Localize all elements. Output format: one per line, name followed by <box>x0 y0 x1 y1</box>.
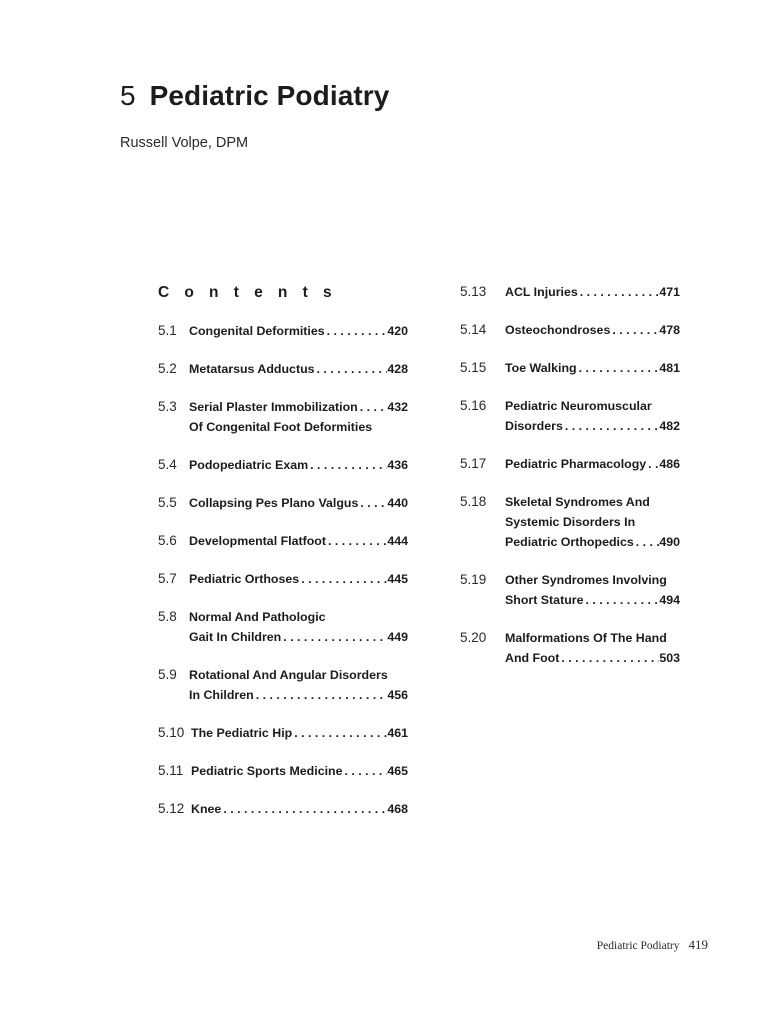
toc-entry-line <box>505 358 680 378</box>
toc-entry-line <box>505 570 680 590</box>
toc-entry-page: 482 <box>659 419 680 433</box>
dot-leader <box>326 531 387 551</box>
toc-entry-title: Collapsing Pes Plano Valgus <box>189 496 359 510</box>
dot-leader <box>308 455 387 475</box>
toc-entry-line <box>505 648 680 668</box>
toc-entry-page: 490 <box>659 535 680 549</box>
toc-entry-title: Pediatric Neuromuscular <box>505 399 652 413</box>
toc-entry-number: 5.20 <box>460 630 487 645</box>
toc-entry-page: 478 <box>659 323 680 337</box>
toc-entry-title: Pediatric Orthoses <box>189 572 300 586</box>
toc-entry <box>460 570 680 610</box>
toc-entry-text <box>189 569 408 589</box>
toc-entry-line <box>505 532 680 552</box>
toc-entry-line <box>505 454 680 474</box>
toc-entry-text <box>505 358 680 378</box>
toc-entry-title: In Children <box>189 688 254 702</box>
dot-leader <box>646 454 659 474</box>
toc-entry <box>158 761 408 781</box>
toc-entry-title: Short Stature <box>505 593 584 607</box>
toc-entry-page: 432 <box>387 400 408 414</box>
toc-entry <box>158 531 408 551</box>
toc-entry-line <box>505 416 680 436</box>
toc-entry <box>460 282 680 302</box>
toc-entry-number: 5.10 <box>158 725 185 740</box>
toc-entry-line <box>505 590 680 610</box>
toc-entry-title: Podopediatric Exam <box>189 458 309 472</box>
toc-entry-number: 5.7 <box>158 571 177 586</box>
dot-leader <box>358 397 388 417</box>
toc-entry-page: 468 <box>387 802 408 816</box>
toc-entry-number: 5.17 <box>460 456 487 471</box>
toc-entry-title: Systemic Disorders In <box>505 515 636 529</box>
toc-entry-page: 440 <box>387 496 408 510</box>
toc-entry-title: Developmental Flatfoot <box>189 534 326 548</box>
toc-entry-line <box>189 665 408 685</box>
toc-entry-title: Skeletal Syndromes And <box>505 495 650 509</box>
toc-left-column <box>158 321 408 837</box>
toc-entry-title: ACL Injuries <box>505 285 578 299</box>
toc-entry-line <box>189 607 408 627</box>
toc-entry-page: 481 <box>659 361 680 375</box>
toc-entry-page: 445 <box>387 572 408 586</box>
toc-entry-text <box>189 321 408 341</box>
contents-heading: Contents <box>158 284 347 301</box>
toc-entry-number: 5.18 <box>460 494 487 509</box>
toc-entry-line <box>189 531 408 551</box>
toc-entry-title: Rotational And Angular Disorders <box>189 668 388 682</box>
toc-entry <box>158 359 408 379</box>
toc-entry <box>158 321 408 341</box>
chapter-number: 5 <box>120 80 136 111</box>
toc-entry-line <box>505 320 680 340</box>
toc-entry-title: Disorders <box>505 419 563 433</box>
dot-leader <box>315 359 388 379</box>
dot-leader <box>358 493 387 513</box>
toc-entry <box>460 396 680 436</box>
toc-entry-text <box>189 531 408 551</box>
dot-leader <box>577 358 660 378</box>
toc-entry-number: 5.14 <box>460 322 487 337</box>
toc-entry-page: 461 <box>387 726 408 740</box>
toc-entry-title: Malformations Of The Hand <box>505 631 667 645</box>
toc-entry-line <box>189 685 408 705</box>
toc-entry-page: 444 <box>387 534 408 548</box>
page-footer <box>597 937 708 953</box>
dot-leader <box>559 648 659 668</box>
toc-entry-line <box>505 628 680 648</box>
toc-entry-title: Pediatric Orthopedics <box>505 535 634 549</box>
toc-entry-text <box>189 665 408 705</box>
toc-entry-title: Of Congenital Foot Deformities <box>189 420 373 434</box>
toc-entry-title: And Foot <box>505 651 560 665</box>
toc-entry-text <box>191 799 408 819</box>
toc-entry-page: 471 <box>659 285 680 299</box>
toc-entry-number: 5.13 <box>460 284 487 299</box>
page-number: 419 <box>688 937 708 952</box>
toc-entry <box>158 569 408 589</box>
toc-entry-number: 5.12 <box>158 801 185 816</box>
dot-leader <box>342 761 387 781</box>
toc-entry-line <box>189 397 408 417</box>
toc-entry <box>460 628 680 668</box>
toc-entry-number: 5.16 <box>460 398 487 413</box>
toc-entry-number: 5.19 <box>460 572 487 587</box>
toc-right-column <box>460 282 680 686</box>
toc-entry-text <box>505 628 680 668</box>
dot-leader <box>563 416 659 436</box>
toc-entry-text <box>505 454 680 474</box>
toc-entry-number: 5.1 <box>158 323 177 338</box>
toc-entry-text <box>505 492 680 552</box>
toc-entry-number: 5.11 <box>158 763 184 778</box>
toc-entry-line <box>191 761 408 781</box>
toc-entry-title: Pediatric Sports Medicine <box>191 764 343 778</box>
toc-entry-line <box>189 417 408 437</box>
toc-entry-text <box>189 359 408 379</box>
toc-entry-number: 5.9 <box>158 667 177 682</box>
toc-entry <box>460 454 680 474</box>
toc-entry-text <box>189 397 408 437</box>
toc-entry-page: 494 <box>659 593 680 607</box>
toc-entry-line <box>505 512 680 532</box>
toc-entry-number: 5.4 <box>158 457 177 472</box>
toc-entry <box>158 799 408 819</box>
toc-entry-number: 5.5 <box>158 495 177 510</box>
toc-entry-number: 5.2 <box>158 361 177 376</box>
dot-leader <box>299 569 387 589</box>
toc-entry <box>460 492 680 552</box>
toc-entry-page: 486 <box>659 457 680 471</box>
toc-entry-title: Other Syndromes Involving <box>505 573 667 587</box>
toc-entry-text <box>189 607 408 647</box>
toc-entry-title: Toe Walking <box>505 361 577 375</box>
toc-entry-title: Normal And Pathologic <box>189 610 326 624</box>
toc-entry-text <box>505 282 680 302</box>
dot-leader <box>583 590 659 610</box>
dot-leader <box>281 627 387 647</box>
toc-entry-line <box>189 455 408 475</box>
toc-entry <box>460 358 680 378</box>
dot-leader <box>634 532 660 552</box>
toc-entry-number: 5.15 <box>460 360 487 375</box>
toc-entry-text <box>505 570 680 610</box>
toc-entry-line <box>189 569 408 589</box>
toc-entry-line <box>189 493 408 513</box>
toc-entry-text <box>505 320 680 340</box>
dot-leader <box>610 320 659 340</box>
toc-entry <box>158 455 408 475</box>
toc-entry-title: Serial Plaster Immobilization <box>189 400 358 414</box>
toc-entry-line <box>505 396 680 416</box>
toc-entry-title: The Pediatric Hip <box>191 726 293 740</box>
toc-entry-line <box>191 723 408 743</box>
toc-entry-text <box>505 396 680 436</box>
toc-entry-text <box>191 723 408 743</box>
toc-entry-title: Osteochondroses <box>505 323 611 337</box>
toc-entry <box>158 665 408 705</box>
toc-entry-title: Knee <box>191 802 222 816</box>
toc-entry <box>158 607 408 647</box>
toc-entry-line <box>189 627 408 647</box>
dot-leader <box>325 321 388 341</box>
dot-leader <box>292 723 387 743</box>
toc-entry-line <box>189 321 408 341</box>
toc-entry-title: Congenital Deformities <box>189 324 325 338</box>
toc-entry-number: 5.3 <box>158 399 177 414</box>
toc-entry-text <box>189 493 408 513</box>
toc-entry-page: 436 <box>387 458 408 472</box>
chapter-title: Pediatric Podiatry <box>149 80 390 111</box>
toc-entry-title: Pediatric Pharmacology <box>505 457 647 471</box>
toc-entry-number: 5.6 <box>158 533 177 548</box>
toc-entry-page: 428 <box>387 362 408 376</box>
toc-entry-line <box>505 492 680 512</box>
toc-entry-page: 456 <box>387 688 408 702</box>
toc-entry-line <box>191 799 408 819</box>
running-title: Pediatric Podiatry <box>596 940 680 952</box>
toc-entry-text <box>189 455 408 475</box>
dot-leader <box>578 282 660 302</box>
chapter-heading <box>120 80 389 112</box>
toc-entry-text <box>191 761 408 781</box>
toc-entry-page: 465 <box>387 764 408 778</box>
toc-entry <box>460 320 680 340</box>
toc-entry <box>158 397 408 437</box>
chapter-author: Russell Volpe, DPM <box>120 135 249 151</box>
dot-leader <box>254 685 388 705</box>
toc-entry-page: 449 <box>387 630 408 644</box>
dot-leader <box>221 799 387 819</box>
toc-entry-title: Metatarsus Adductus <box>189 362 315 376</box>
toc-entry-number: 5.8 <box>158 609 177 624</box>
toc-entry-title: Gait In Children <box>189 630 282 644</box>
toc-entry-line <box>189 359 408 379</box>
toc-entry <box>158 723 408 743</box>
toc-entry <box>158 493 408 513</box>
toc-entry-page: 420 <box>387 324 408 338</box>
toc-entry-line <box>505 282 680 302</box>
toc-entry-page: 503 <box>659 651 680 665</box>
